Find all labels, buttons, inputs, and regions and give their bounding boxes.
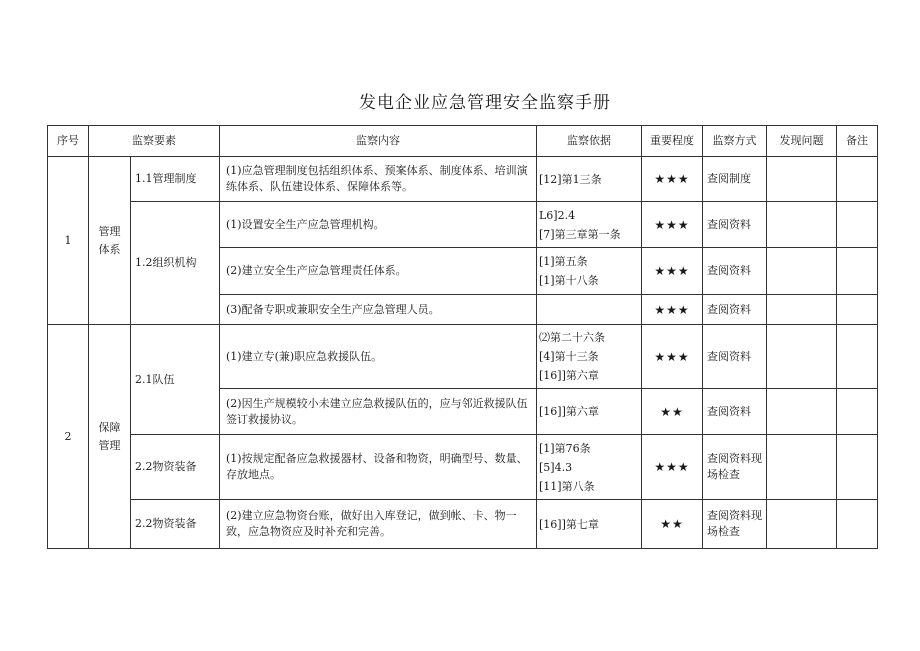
element-cell: 2.2物资装备 — [131, 435, 220, 500]
remarks-cell[interactable] — [837, 435, 878, 500]
element-cell: 1.2组织机构 — [131, 202, 220, 325]
header-remarks: 备注 — [837, 126, 878, 157]
basis-line: [5]4.3 — [539, 460, 573, 474]
content-cell: (2)因生产规模较小未建立应急救援队伍的，应与邻近救援队伍签订救援协议。 — [220, 389, 537, 435]
basis-cell — [537, 248, 642, 295]
basis-line: [12]第1三条 — [539, 172, 602, 186]
table-row — [48, 202, 878, 248]
basis-line: [11]第八条 — [539, 479, 595, 493]
category-label: 管理体系 — [98, 224, 121, 256]
document-title: 发电企业应急管理安全监察手册 — [359, 93, 611, 113]
header-importance: 重要程度 — [642, 126, 703, 157]
table-row — [48, 157, 878, 202]
method-cell: 查阅资料现场检查 — [703, 500, 767, 549]
table-row — [48, 325, 878, 389]
header-issues: 发现问题 — [767, 126, 837, 157]
remarks-cell[interactable] — [837, 500, 878, 549]
content-cell: (2)建立应急物资台账，做好出入库登记，做到帐、卡、物一致，应急物资应及时补充和完善。 — [220, 500, 537, 549]
content-cell: (1)建立专(兼)职应急救援队伍。 — [220, 325, 537, 389]
basis-line: ⑵第二十六条 — [539, 331, 605, 344]
importance-cell: ★★★ — [642, 325, 703, 389]
importance-cell: ★★★ — [642, 248, 703, 295]
category-cell — [89, 157, 131, 325]
basis-line: L6]2.4 — [539, 208, 576, 222]
basis-cell — [537, 389, 642, 435]
seq-cell: 1 — [48, 157, 89, 325]
importance-cell: ★★ — [642, 389, 703, 435]
table-row — [48, 435, 878, 500]
seq-cell: 2 — [48, 325, 89, 549]
basis-line: [7]第三章第一条 — [539, 227, 621, 241]
supervision-table — [47, 125, 878, 549]
method-cell: 查阅资料 — [703, 295, 767, 325]
method-cell: 查阅制度 — [703, 157, 767, 202]
remarks-cell[interactable] — [837, 389, 878, 435]
issues-cell[interactable] — [767, 202, 837, 248]
header-element: 监察要素 — [89, 126, 220, 157]
category-label: 保障管理 — [98, 420, 121, 452]
remarks-cell[interactable] — [837, 295, 878, 325]
issues-cell[interactable] — [767, 389, 837, 435]
remarks-cell[interactable] — [837, 157, 878, 202]
issues-cell[interactable] — [767, 435, 837, 500]
importance-cell: ★★★ — [642, 295, 703, 325]
method-cell: 查阅资料 — [703, 389, 767, 435]
method-cell: 查阅资料 — [703, 325, 767, 389]
method-cell: 查阅资料 — [703, 202, 767, 248]
category-cell — [89, 325, 131, 549]
element-cell: 1.1管理制度 — [131, 157, 220, 202]
issues-cell[interactable] — [767, 248, 837, 295]
issues-cell[interactable] — [767, 325, 837, 389]
basis-line: [4]第十三条 — [539, 350, 599, 363]
basis-cell — [537, 500, 642, 549]
header-row — [48, 126, 878, 157]
element-cell: 2.2物资装备 — [131, 500, 220, 549]
content-cell: (1)应急管理制度包括组织体系、预案体系、制度体系、培训演练体系、队伍建设体系、保障体系等。 — [220, 157, 537, 202]
importance-cell: ★★★ — [642, 202, 703, 248]
header-method: 监察方式 — [703, 126, 767, 157]
remarks-cell[interactable] — [837, 325, 878, 389]
basis-line: [16]]第六章 — [539, 405, 599, 418]
basis-line: [1]第十八条 — [539, 274, 599, 287]
header-content: 监察内容 — [220, 126, 537, 157]
method-cell: 查阅资料现场检查 — [703, 435, 767, 500]
basis-cell — [537, 435, 642, 500]
content-cell: (1)按规定配备应急救援器材、设备和物资，明确型号、数量、存放地点。 — [220, 435, 537, 500]
basis-line: [1]第76条 — [539, 441, 591, 455]
issues-cell[interactable] — [767, 295, 837, 325]
basis-cell — [537, 202, 642, 248]
issues-cell[interactable] — [767, 500, 837, 549]
table-row — [48, 500, 878, 549]
remarks-cell[interactable] — [837, 202, 878, 248]
header-basis: 监察依据 — [537, 126, 642, 157]
importance-cell: ★★ — [642, 500, 703, 549]
element-cell: 2.1队伍 — [131, 325, 220, 435]
method-cell: 查阅资料 — [703, 248, 767, 295]
remarks-cell[interactable] — [837, 248, 878, 295]
importance-cell: ★★★ — [642, 435, 703, 500]
content-cell: (1)设置安全生产应急管理机构。 — [220, 202, 537, 248]
basis-line: [1]第五条 — [539, 255, 588, 268]
basis-cell — [537, 157, 642, 202]
content-cell: (3)配备专职或兼职安全生产应急管理人员。 — [220, 295, 537, 325]
basis-cell — [537, 325, 642, 389]
header-seq: 序号 — [48, 126, 89, 157]
basis-cell — [537, 295, 642, 325]
issues-cell[interactable] — [767, 157, 837, 202]
basis-line: [16]]第七章 — [539, 517, 599, 531]
importance-cell: ★★★ — [642, 157, 703, 202]
basis-line: [16]]第六章 — [539, 369, 599, 382]
content-cell: (2)建立安全生产应急管理责任体系。 — [220, 248, 537, 295]
